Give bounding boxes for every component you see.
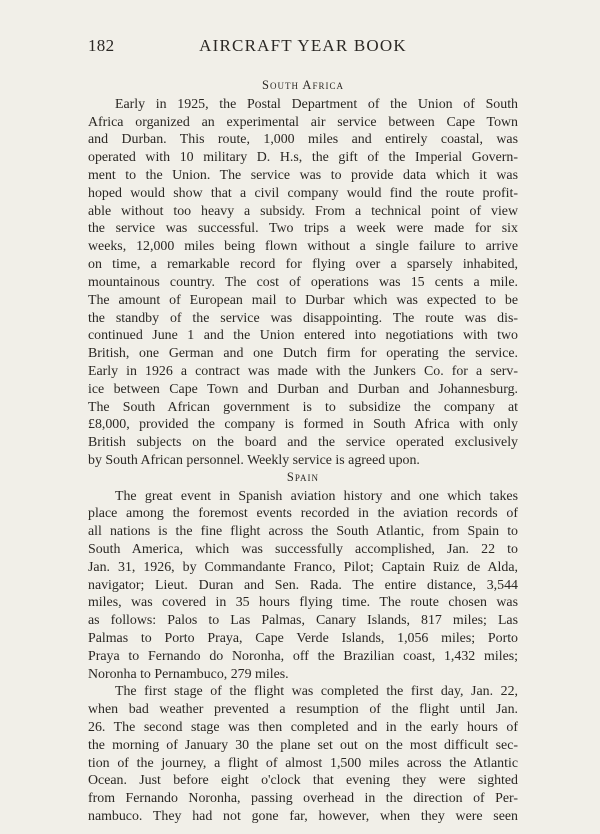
text-line: miles, was covered in 35 hours flying time. The route chosen was: [88, 595, 518, 611]
text-line: ment to the Union. The service was to provide data which it was: [88, 168, 518, 183]
text-line: 26. The second stage was then completed and in the early hours of: [88, 720, 518, 735]
text-line: The first stage of the flight was completed the first day, Jan. 22,: [115, 684, 518, 700]
text-line: navigator; Lieut. Duran and Sen. Rada. The entire distance, 3,544: [88, 577, 518, 593]
text-line: Noronha to Pernambuco, 279 miles.: [88, 666, 289, 682]
text-line: Jan. 31, 1926, by Commandante Franco, Pilot; Captain Ruiz de Alda,: [88, 559, 518, 575]
text-line: the standby of the service was disappointing. The route was dis-: [88, 310, 518, 326]
text-line: mountainous country. The cost of operations was 15 cents a mile.: [88, 274, 518, 290]
text-line: and Durban. This route, 1,000 miles and entirely coastal, was: [88, 132, 518, 148]
text-line: by South African personnel. Weekly service is agreed upon.: [88, 452, 420, 468]
text-line: operated with 10 military D. H.s, the gift of the Imperial Govern-: [88, 150, 518, 166]
text-line: £8,000, provided the company is formed in South Africa with only: [88, 417, 518, 433]
running-head: [88, 36, 518, 60]
text-line: place among the foremost events recorded in the aviation records of: [88, 506, 518, 522]
text-line: Palmas to Porto Praya, Cape Verde Islands, 1,056 miles; Porto: [88, 631, 518, 646]
text-line: from Fernando Noronha, passing overhead in the direction of Per-: [88, 791, 518, 807]
text-line: the service was successful. Two trips a week were made for six: [88, 221, 518, 237]
text-line: nambuco. They had not gone far, however, when they were seen: [88, 809, 518, 824]
text-line: Ocean. Just before eight o'clock that evening they were sighted: [88, 773, 518, 789]
text-line: Early in 1925, the Postal Department of the Union of South: [115, 96, 518, 112]
text-line: the morning of January 30 the plane set out on the most difficult sec-: [88, 737, 518, 753]
text-line: on time, a remarkable record for flying over a sparsely inhabited,: [88, 257, 518, 272]
text-line: British, one German and one Dutch firm for operating the service.: [88, 346, 518, 362]
text-line: Praya to Fernando do Noronha, off the Brazilian coast, 1,432 miles;: [88, 648, 518, 664]
text-line: The South African government is to subsidize the company at: [88, 399, 518, 415]
book-title: AIRCRAFT YEAR BOOK: [199, 36, 407, 55]
text-line: as follows: Palos to Las Palmas, Canary Islands, 817 miles; Las: [88, 613, 518, 629]
text-line: ice between Cape Town and Durban and Durban and Johannesburg.: [88, 381, 518, 397]
text-line: weeks, 12,000 miles being flown without a single failure to arrive: [88, 239, 518, 255]
text-line: Africa organized an experimental air service between Cape Town: [88, 114, 518, 130]
text-line: The amount of European mail to Durbar which was expected to be: [88, 292, 518, 308]
text-line: The great event in Spanish aviation history and one which takes: [115, 488, 518, 504]
page-number: 182: [88, 36, 115, 55]
text-line: Early in 1926 a contract was made with the Junkers Co. for a serv-: [88, 363, 518, 379]
text-line: all nations is the fine flight across the South Atlantic, from Spain to: [88, 524, 518, 540]
text-line: continued June 1 and the Union entered into negotiations with two: [88, 328, 518, 344]
text-line: tion of the journey, a flight of almost 1,500 miles across the Atlantic: [88, 755, 518, 771]
section-heading-spain: Spain: [286, 469, 320, 484]
text-line: hoped would show that a civil company would find the route profit-: [88, 185, 518, 201]
section-heading-south-africa: South Africa: [262, 78, 344, 92]
text-line: British subjects on the board and the service operated exclusively: [88, 435, 518, 451]
text-line: South America, which was successfully accomplished, Jan. 22 to: [88, 541, 518, 557]
text-line: able without too heavy a subsidy. From a technical point of view: [88, 203, 518, 219]
text-line: when bad weather prevented a resumption of the flight until Jan.: [88, 702, 518, 718]
